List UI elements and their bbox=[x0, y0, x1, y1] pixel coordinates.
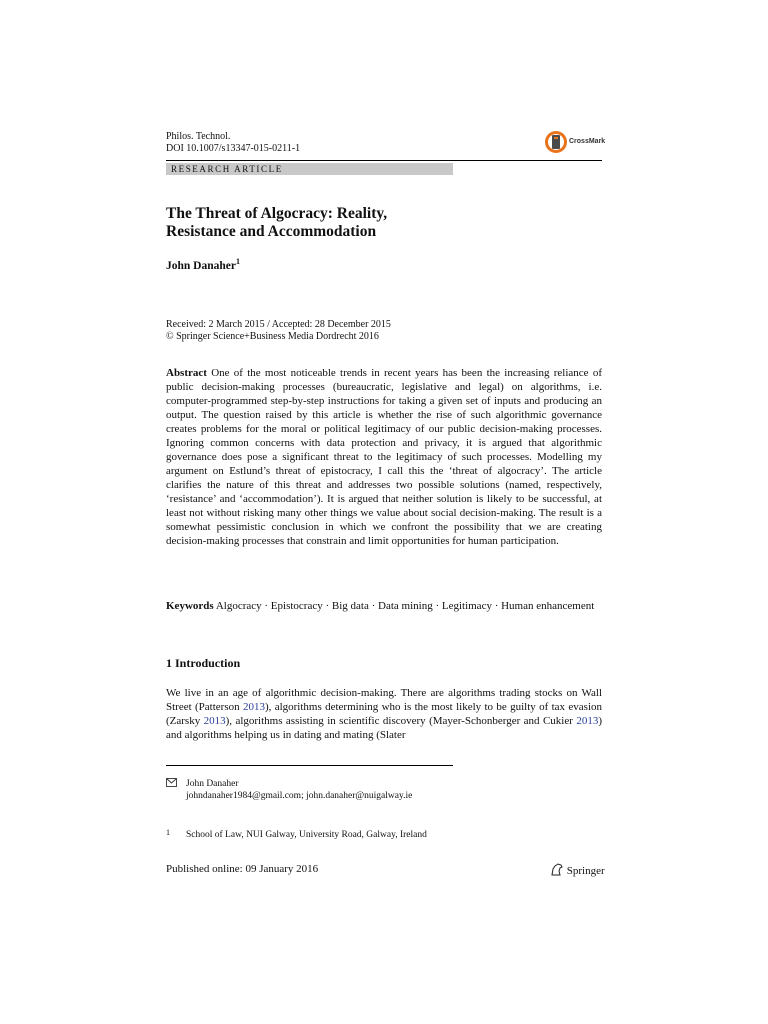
citation-link[interactable]: 2013 bbox=[242, 701, 265, 713]
intro-text-4: ) and algorithms helping us in dating and mating (Slater bbox=[166, 715, 602, 741]
published-online: Published online: 09 January 2016 bbox=[166, 863, 319, 875]
intro-paragraph bbox=[166, 686, 602, 742]
footnote-rule bbox=[166, 765, 453, 766]
intro-text-3: ), algorithms assisting in scientific discovery (Mayer-Schonberger and Cukier bbox=[225, 715, 577, 727]
received-accepted: Received: 2 March 2015 / Accepted: 28 December 2015 bbox=[166, 319, 391, 330]
author-name: John Danaher bbox=[166, 259, 236, 272]
corresponding-author: John Danaher bbox=[186, 779, 239, 789]
citation-link[interactable]: 2013 bbox=[576, 715, 599, 727]
envelope-icon bbox=[166, 778, 177, 791]
header-rule bbox=[166, 160, 602, 161]
crossmark-icon bbox=[544, 130, 568, 154]
author bbox=[166, 257, 240, 272]
keywords-text: Algocracy · Epistocracy · Big data · Data mining · Legitimacy · Human enhancement bbox=[215, 600, 595, 612]
abstract-text: One of the most noticeable trends in recent years has been the increasing reliance of public decision-making processes (bureaucratic, legislative and legal) on algorithms, i.e. computer-programmed step-by-step instructions for taking a given set of inputs and producing an output. The question raised by this article is whether the rise of such algorithmic governance creates problems for the moral or political legitimacy of our public decision-making processes. Ignoring common concerns with data protection and privacy, it is argued that algorithmic governance does pose a significant threat to the legitimacy of such processes. Modelling my argument on Estlund’s threat of epistocracy, I call this the ‘threat of algocracy’. The article clarifies the nature of this threat and addresses two possible solutions (named, respectively, ‘resistance’ and ‘accommodation’). It is argued that neither solution is likely to be successful, at least not without risking many other things we value about social decision-making. The result is a somewhat pessimistic conclusion in which we confront the possibility that we are creating decision-making processes that constrain and limit opportunities for human participation. bbox=[166, 367, 602, 547]
correspondence bbox=[186, 778, 412, 802]
doi[interactable]: DOI 10.1007/s13347-015-0211-1 bbox=[166, 143, 301, 154]
crossmark-label: CrossMark bbox=[569, 138, 606, 145]
title-line-2: Resistance and Accommodation bbox=[166, 223, 377, 240]
article-title bbox=[166, 205, 602, 241]
keywords bbox=[166, 599, 602, 613]
copyright-line: © Springer Science+Business Media Dordrecht 2016 bbox=[166, 330, 379, 342]
crossmark-logo[interactable] bbox=[544, 130, 606, 154]
intro-text-1: We live in an age of algorithmic decision-making. There are algorithms trading stocks on Wall Street (Patterson bbox=[166, 687, 602, 713]
springer-horse-icon bbox=[550, 863, 564, 876]
abstract bbox=[166, 366, 602, 548]
journal-name: Philos. Technol. bbox=[166, 131, 231, 142]
keywords-label: Keywords bbox=[166, 600, 214, 612]
title-line-1: The Threat of Algocracy: Reality, bbox=[166, 205, 388, 222]
abstract-label: Abstract bbox=[166, 367, 207, 379]
article-type-banner: RESEARCH ARTICLE bbox=[166, 163, 453, 175]
springer-logo bbox=[550, 863, 605, 877]
author-emails[interactable]: johndanaher1984@gmail.com; john.danaher@nuigalway.ie bbox=[186, 791, 413, 801]
section-heading: 1 Introduction bbox=[166, 656, 241, 670]
citation-link[interactable]: 2013 bbox=[203, 715, 226, 727]
publisher-name: Springer bbox=[566, 865, 605, 877]
intro-text-2: ), algorithms determining who is the most likely to be guilty of tax evasion (Zarsky bbox=[166, 701, 602, 727]
article-dates bbox=[166, 319, 391, 342]
author-affil-mark: 1 bbox=[235, 257, 240, 266]
affiliation-mark: 1 bbox=[166, 828, 170, 837]
affiliation-text: School of Law, NUI Galway, University Road, Galway, Ireland bbox=[186, 830, 427, 840]
